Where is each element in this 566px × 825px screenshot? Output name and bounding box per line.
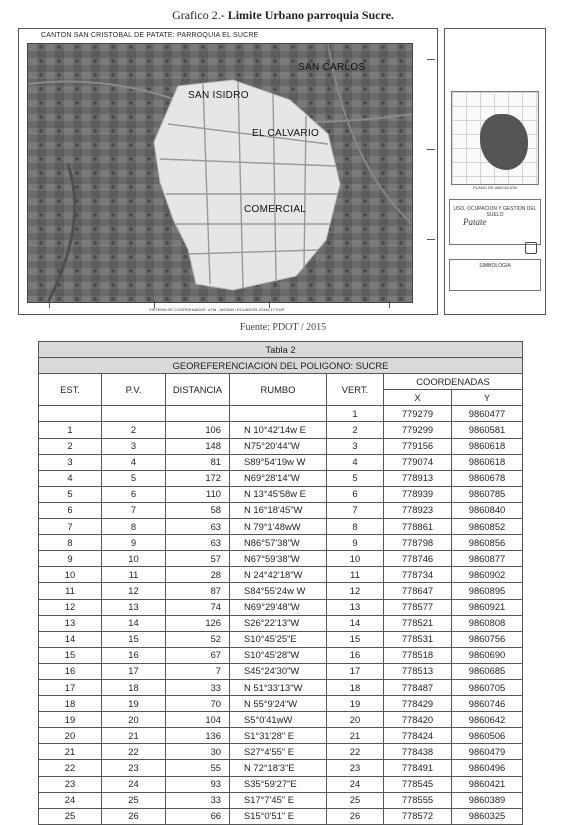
cell-rumbo: N 10°42'14w E [230, 422, 327, 438]
cell-vert: 19 [327, 696, 384, 712]
cell-x: 778746 [384, 551, 452, 567]
label-san-isidro: SAN ISIDRO [188, 90, 249, 101]
cell-est: 23 [39, 776, 102, 792]
cell-est: 25 [39, 808, 102, 824]
cell-est: 8 [39, 535, 102, 551]
table-row [39, 728, 523, 744]
cell-distancia: 148 [166, 438, 230, 454]
table-row [39, 470, 523, 486]
cell-pv: 6 [102, 486, 166, 502]
cell-y: 9860921 [452, 599, 523, 615]
cell-est: 6 [39, 502, 102, 518]
cell-y: 9860705 [452, 679, 523, 695]
axis-tick [49, 300, 50, 308]
cell-distancia: 126 [166, 615, 230, 631]
cell-est: 1 [39, 422, 102, 438]
map-footer: SISTEMA DE COORDENADAS: UTM - WGS84 / ECUADOR ZONA 17 SUR [149, 307, 285, 312]
cell-vert: 14 [327, 615, 384, 631]
cell-est: 22 [39, 760, 102, 776]
cell-vert: 10 [327, 551, 384, 567]
cell-pv: 10 [102, 551, 166, 567]
table-row [39, 438, 523, 454]
cell-rumbo: N67°59'38"W [230, 551, 327, 567]
cell-x: 779279 [384, 406, 452, 422]
cell-distancia: 87 [166, 583, 230, 599]
cell-vert: 17 [327, 663, 384, 679]
cell-vert: 8 [327, 519, 384, 535]
cell-distancia: 110 [166, 486, 230, 502]
cell-distancia: 106 [166, 422, 230, 438]
cell-est: 13 [39, 615, 102, 631]
cell-distancia: 81 [166, 454, 230, 470]
cell-pv: 23 [102, 760, 166, 776]
map-sheet-title: CANTON SAN CRISTOBAL DE PATATE: PARROQUIA EL SUCRE [41, 32, 259, 39]
table-row [39, 454, 523, 470]
table-row [39, 808, 523, 824]
cell-vert: 24 [327, 776, 384, 792]
cell-rumbo: N69°28'14"W [230, 470, 327, 486]
cell-pv: 3 [102, 438, 166, 454]
table-title: Tabla 2 [39, 342, 523, 358]
cell-pv: 14 [102, 615, 166, 631]
cell-est: 11 [39, 583, 102, 599]
cell-pv: 22 [102, 744, 166, 760]
cell-pv: 12 [102, 583, 166, 599]
cell-pv: 5 [102, 470, 166, 486]
cell-rumbo: S84°55'24w W [230, 583, 327, 599]
cell-distancia: 57 [166, 551, 230, 567]
cell-vert: 2 [327, 422, 384, 438]
cell-rumbo: S1°31'28" E [230, 728, 327, 744]
cell-x: 778923 [384, 502, 452, 518]
table-subtitle: GEOREFERENCIACION DEL POLIGONO: SUCRE [39, 358, 523, 374]
cell-y: 9860746 [452, 696, 523, 712]
cell-y: 9860477 [452, 406, 523, 422]
cell-est: 14 [39, 631, 102, 647]
cell-x: 779074 [384, 454, 452, 470]
cell-y: 9860618 [452, 438, 523, 454]
figure-prefix: Grafico 2.- [172, 8, 225, 22]
table-row [39, 502, 523, 518]
cell-y: 9860690 [452, 647, 523, 663]
table-row [39, 599, 523, 615]
cell-pv: 16 [102, 647, 166, 663]
table-row [39, 551, 523, 567]
cell-rumbo: N86°57'38"W [230, 535, 327, 551]
figure-source: Fuente: PDOT / 2015 [239, 322, 327, 333]
col-est: EST. [39, 374, 102, 406]
cell-y: 9860389 [452, 792, 523, 808]
label-el-calvario: EL CALVARIO [252, 128, 320, 139]
cell-vert: 4 [327, 454, 384, 470]
label-san-carlos: SAN CARLOS [298, 62, 366, 73]
cell-rumbo: N75°20'44"W [230, 438, 327, 454]
cell-y: 9860496 [452, 760, 523, 776]
axis-tick [427, 239, 435, 240]
cell-distancia: 136 [166, 728, 230, 744]
cell-x: 778734 [384, 567, 452, 583]
cell-distancia: 28 [166, 567, 230, 583]
cell-pv: 18 [102, 679, 166, 695]
cell-est: 9 [39, 551, 102, 567]
cell-vert: 12 [327, 583, 384, 599]
figure-title: Limite Urbano parroquia Sucre. [227, 8, 394, 22]
cell-y: 9860756 [452, 631, 523, 647]
cell-x: 778798 [384, 535, 452, 551]
cell-rumbo: S89°54'19w W [230, 454, 327, 470]
cell-x: 778521 [384, 615, 452, 631]
cell-distancia: 58 [166, 502, 230, 518]
cell-pv: 19 [102, 696, 166, 712]
cell-est: 17 [39, 679, 102, 695]
cell-pv: 26 [102, 808, 166, 824]
cell-pv: 8 [102, 519, 166, 535]
cell-est: 24 [39, 792, 102, 808]
cell-x: 778487 [384, 679, 452, 695]
cell-y: 9860902 [452, 567, 523, 583]
cell-y: 9860856 [452, 535, 523, 551]
cell-rumbo: S27°4'55" E [230, 744, 327, 760]
cell-pv: 17 [102, 663, 166, 679]
axis-tick [427, 149, 435, 150]
cell-vert: 20 [327, 712, 384, 728]
cell-y: 9860840 [452, 502, 523, 518]
cell-distancia: 63 [166, 535, 230, 551]
cell-x: 778438 [384, 744, 452, 760]
cell-x: 778913 [384, 470, 452, 486]
cell-pv: 4 [102, 454, 166, 470]
cell-y: 9860581 [452, 422, 523, 438]
cell-vert: 13 [327, 599, 384, 615]
cell-distancia: 172 [166, 470, 230, 486]
table-row [39, 406, 523, 422]
cell-x: 778429 [384, 696, 452, 712]
cell-vert: 26 [327, 808, 384, 824]
cell-vert: 11 [327, 567, 384, 583]
col-y: Y [452, 390, 523, 406]
cell-rumbo: S10°45'25"E [230, 631, 327, 647]
cell-rumbo: N 51°33'13"W [230, 679, 327, 695]
cell-vert: 6 [327, 486, 384, 502]
axis-tick [389, 300, 390, 308]
cell-rumbo: N 55°9'24"W [230, 696, 327, 712]
cell-est: 15 [39, 647, 102, 663]
cell-pv: 25 [102, 792, 166, 808]
cell-rumbo: S17°7'45" E [230, 792, 327, 808]
col-x: X [384, 390, 452, 406]
table-row [39, 679, 523, 695]
cell-y: 9860808 [452, 615, 523, 631]
table-row [39, 486, 523, 502]
cell-y: 9860685 [452, 663, 523, 679]
cell-rumbo: N 72°18'3"E [230, 760, 327, 776]
cell-est: 2 [39, 438, 102, 454]
table-row [39, 519, 523, 535]
cell-distancia: 55 [166, 760, 230, 776]
cell-distancia: 33 [166, 792, 230, 808]
table-row [39, 744, 523, 760]
cell-rumbo: S10°45'28"W [230, 647, 327, 663]
axis-tick [427, 59, 435, 60]
cell-x: 778424 [384, 728, 452, 744]
cell-est: 5 [39, 486, 102, 502]
cell-distancia: 67 [166, 647, 230, 663]
title-block-office: USO, OCUPACION Y GESTION DEL SUELO [453, 206, 537, 218]
cell-y: 9860678 [452, 470, 523, 486]
cell-x: 779299 [384, 422, 452, 438]
col-distancia: DISTANCIA [166, 374, 230, 406]
cell-x: 778555 [384, 792, 452, 808]
cell-distancia: 33 [166, 679, 230, 695]
table-row [39, 422, 523, 438]
cell-vert: 7 [327, 502, 384, 518]
figure-caption [0, 8, 566, 23]
cell-x: 778572 [384, 808, 452, 824]
cell-vert: 23 [327, 760, 384, 776]
cell-pv: 11 [102, 567, 166, 583]
cell-pv: 9 [102, 535, 166, 551]
table-row [39, 712, 523, 728]
aerial-map [27, 43, 413, 303]
cell-est: 12 [39, 599, 102, 615]
cell-pv: 2 [102, 422, 166, 438]
cell-est: 20 [39, 728, 102, 744]
cell-rumbo: N 16°18'45"W [230, 502, 327, 518]
cell-rumbo: S26°22'13"W [230, 615, 327, 631]
cell-x: 779156 [384, 438, 452, 454]
table-row [39, 615, 523, 631]
cell-est: 19 [39, 712, 102, 728]
cell-distancia: 70 [166, 696, 230, 712]
cell-pv: 15 [102, 631, 166, 647]
cell-pv: 13 [102, 599, 166, 615]
cell-y: 9860852 [452, 519, 523, 535]
cell-x: 778577 [384, 599, 452, 615]
cell-y: 9860325 [452, 808, 523, 824]
cell-x: 778513 [384, 663, 452, 679]
cell-x: 778531 [384, 631, 452, 647]
cell-rumbo: S5°0'41wW [230, 712, 327, 728]
cell-pv: 24 [102, 776, 166, 792]
cell-distancia: 63 [166, 519, 230, 535]
table-row [39, 583, 523, 599]
cell-y: 9860618 [452, 454, 523, 470]
cell-rumbo: S45°24'30"W [230, 663, 327, 679]
cell-x: 778518 [384, 647, 452, 663]
cell-rumbo: S15°0'51" E [230, 808, 327, 824]
cell-vert: 22 [327, 744, 384, 760]
cell-pv: 21 [102, 728, 166, 744]
table-row [39, 567, 523, 583]
cell-est: 3 [39, 454, 102, 470]
georeference-table [38, 341, 523, 825]
label-comercial: COMERCIAL [244, 204, 307, 215]
cell-vert: 5 [327, 470, 384, 486]
cell-vert: 21 [327, 728, 384, 744]
cell-x: 778545 [384, 776, 452, 792]
cell-vert: 15 [327, 631, 384, 647]
cell-y: 9860506 [452, 728, 523, 744]
cell-vert: 3 [327, 438, 384, 454]
cell-distancia: 93 [166, 776, 230, 792]
map-sheet [18, 28, 438, 315]
cell-distancia: 66 [166, 808, 230, 824]
cell-pv: 7 [102, 502, 166, 518]
cell-rumbo: N 24°42'18"W [230, 567, 327, 583]
cell-pv: 20 [102, 712, 166, 728]
cell-x: 778420 [384, 712, 452, 728]
cell-y: 9860785 [452, 486, 523, 502]
cell-est: 10 [39, 567, 102, 583]
table-row [39, 696, 523, 712]
cell-rumbo: N 13°45'58w E [230, 486, 327, 502]
table-row [39, 760, 523, 776]
cell-vert: 16 [327, 647, 384, 663]
seal-icon [525, 242, 537, 254]
plan-caption: PLANO DE UBICACION [473, 185, 517, 190]
cell-vert: 1 [327, 406, 384, 422]
col-pv: P.V. [102, 374, 166, 406]
legend-heading: SIMBOLOGIA [479, 263, 511, 269]
table-row [39, 631, 523, 647]
cell-rumbo: N 79°1'48wW [230, 519, 327, 535]
cell-x: 778647 [384, 583, 452, 599]
table-row [39, 535, 523, 551]
cell-y: 9860877 [452, 551, 523, 567]
cell-est: 7 [39, 519, 102, 535]
table-row [39, 792, 523, 808]
cell-rumbo: S35°59'27"E [230, 776, 327, 792]
cell-x: 778939 [384, 486, 452, 502]
cell-y: 9860895 [452, 583, 523, 599]
cell-distancia: 30 [166, 744, 230, 760]
table-row [39, 776, 523, 792]
cell-x: 778861 [384, 519, 452, 535]
cell-est: 18 [39, 696, 102, 712]
cell-distancia: 7 [166, 663, 230, 679]
cell-est: 16 [39, 663, 102, 679]
title-block [444, 28, 546, 315]
aerial-map-image [28, 44, 412, 302]
cell-y: 9860421 [452, 776, 523, 792]
cell-vert: 9 [327, 535, 384, 551]
cell-est: 21 [39, 744, 102, 760]
cell-distancia: 52 [166, 631, 230, 647]
table-row [39, 663, 523, 679]
cell-x: 778491 [384, 760, 452, 776]
table-row [39, 647, 523, 663]
col-rumbo: RUMBO [230, 374, 327, 406]
col-coordenadas: COORDENADAS [384, 374, 523, 390]
cell-y: 9860479 [452, 744, 523, 760]
cell-est: 4 [39, 470, 102, 486]
municipality-logo: Patate [463, 217, 487, 227]
cell-vert: 18 [327, 679, 384, 695]
cell-vert: 25 [327, 792, 384, 808]
col-vert: VERT. [327, 374, 384, 406]
cell-distancia: 104 [166, 712, 230, 728]
location-inset-map [451, 91, 539, 185]
cell-rumbo: N69°29'48"W [230, 599, 327, 615]
cell-distancia: 74 [166, 599, 230, 615]
cell-y: 9860642 [452, 712, 523, 728]
